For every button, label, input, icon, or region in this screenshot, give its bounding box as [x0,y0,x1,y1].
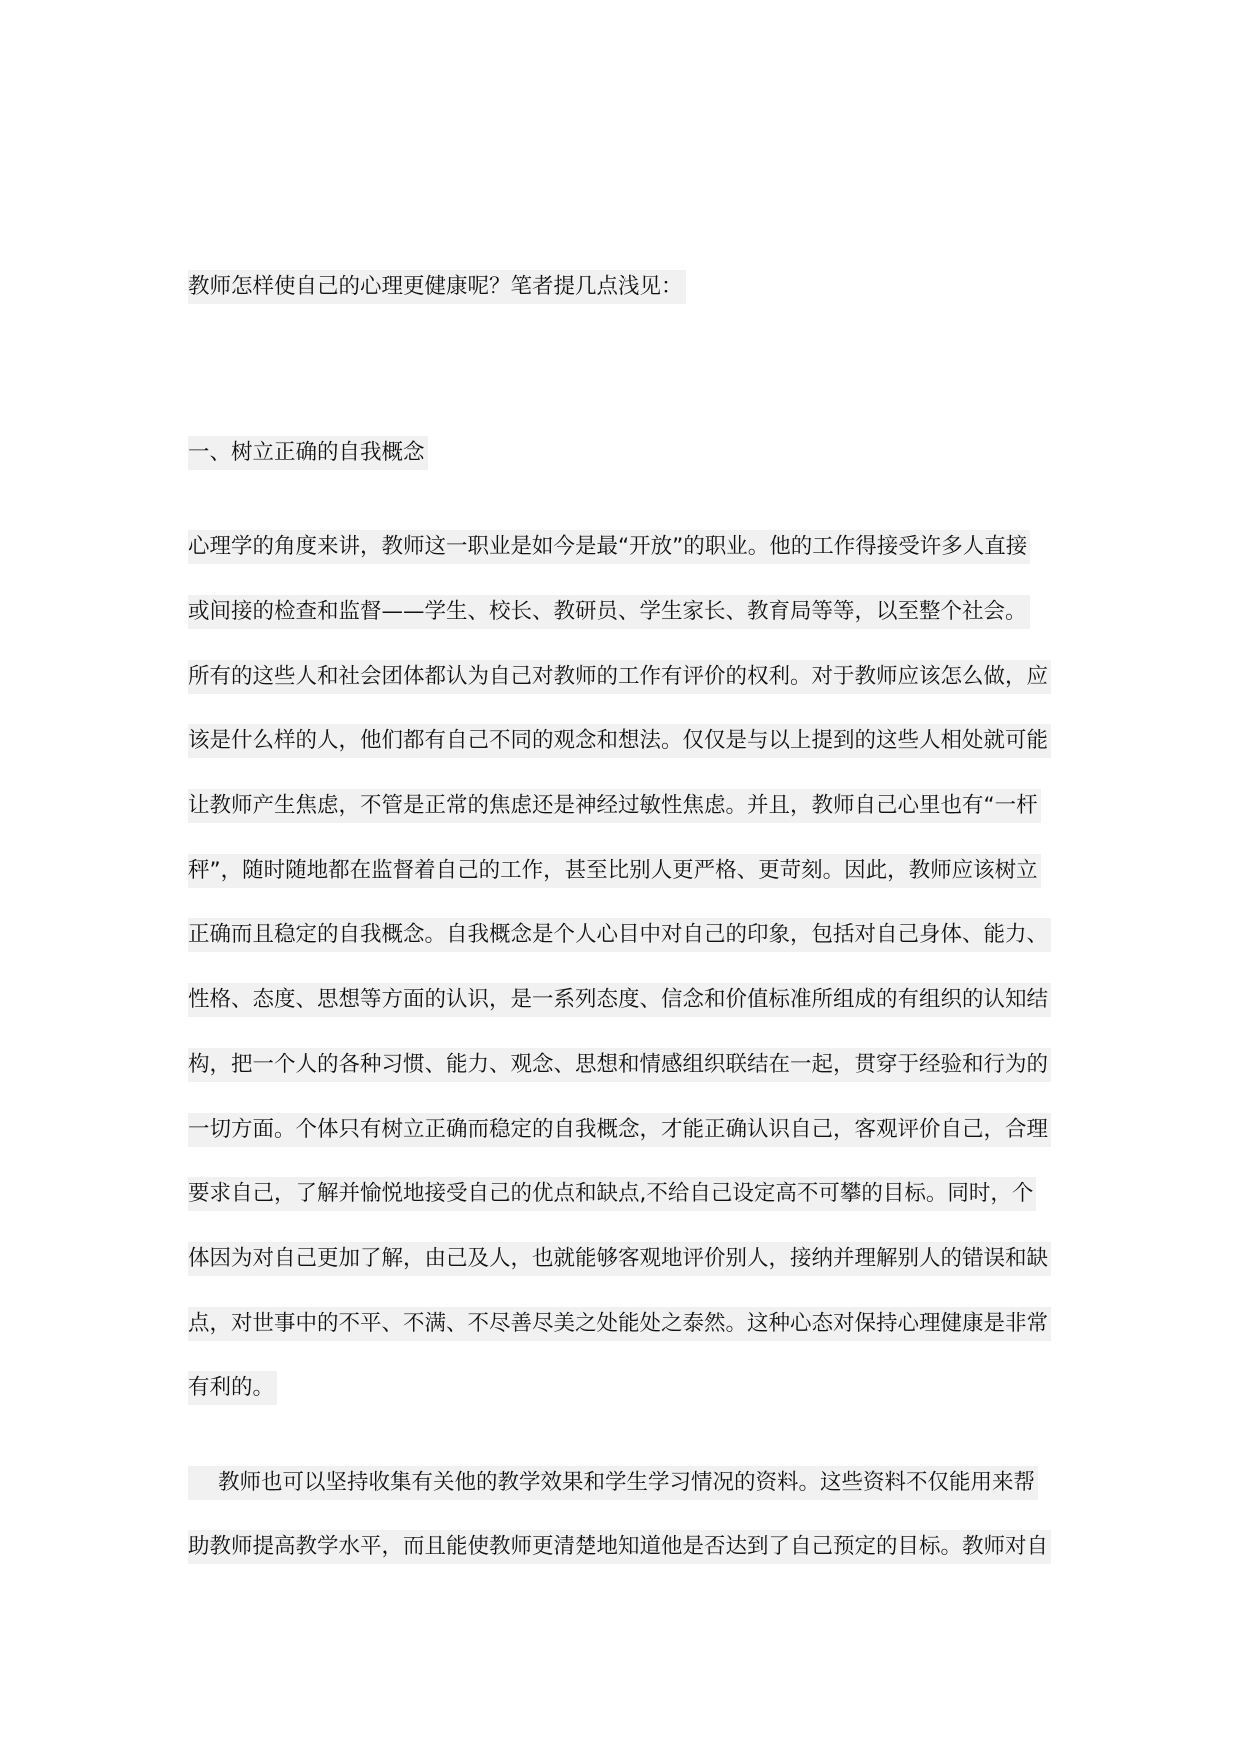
text-line: 有利的。 [188,1371,277,1405]
text-line: 体因为对自己更加了解，由己及人，也就能够客观地评价别人，接纳并理解别人的错误和缺 [188,1242,1051,1276]
text-line: 或间接的检查和监督——学生、校长、教研员、学生家长、教育局等等，以至整个社会。 [188,595,1030,629]
text-line: 正确而且稳定的自我概念。自我概念是个人心目中对自己的印象，包括对自己身体、能力、 [188,918,1051,952]
text-line: 助教师提高教学水平，而且能使教师更清楚地知道他是否达到了自己预定的目标。教师对自 [188,1530,1051,1564]
intro-line: 教师怎样使自己的心理更健康呢？笔者提几点浅见： [188,270,686,304]
text-line: 让教师产生焦虑，不管是正常的焦虑还是神经过敏性焦虑。并且，教师自己心里也有“一杆 [188,789,1041,823]
text-line: 所有的这些人和社会团体都认为自己对教师的工作有评价的权利。对于教师应该怎么做，应 [188,660,1051,694]
text-line: 性格、态度、思想等方面的认识，是一系列态度、信念和价值标准所组成的有组织的认知结 [188,983,1051,1017]
text-line: 一切方面。个体只有树立正确而稳定的自我概念，才能正确认识自己，客观评价自己，合理 [188,1113,1051,1147]
text-line: 该是什么样的人，他们都有自己不同的观念和想法。仅仅是与以上提到的这些人相处就可能 [188,724,1051,758]
text-line: 点，对世事中的不平、不满、不尽善尽美之处能处之泰然。这种心态对保持心理健康是非常 [188,1307,1051,1341]
text-line: 心理学的角度来讲，教师这一职业是如今是最“开放”的职业。他的工作得接受许多人直接 [188,530,1030,564]
section-heading: 一、树立正确的自我概念 [188,436,428,470]
text-line: 秤”，随时随地都在监督着自己的工作，甚至比别人更严格、更苛刻。因此，教师应该树立 [188,854,1041,888]
text-line: 教师也可以坚持收集有关他的教学效果和学生学习情况的资料。这些资料不仅能用来帮 [188,1466,1038,1500]
text-line: 构，把一个人的各种习惯、能力、观念、思想和情感组织联结在一起，贯穿于经验和行为的 [188,1048,1051,1082]
text-line: 要求自己，了解并愉悦地接受自己的优点和缺点,不给自己设定高不可攀的目标。同时，个 [188,1177,1036,1211]
